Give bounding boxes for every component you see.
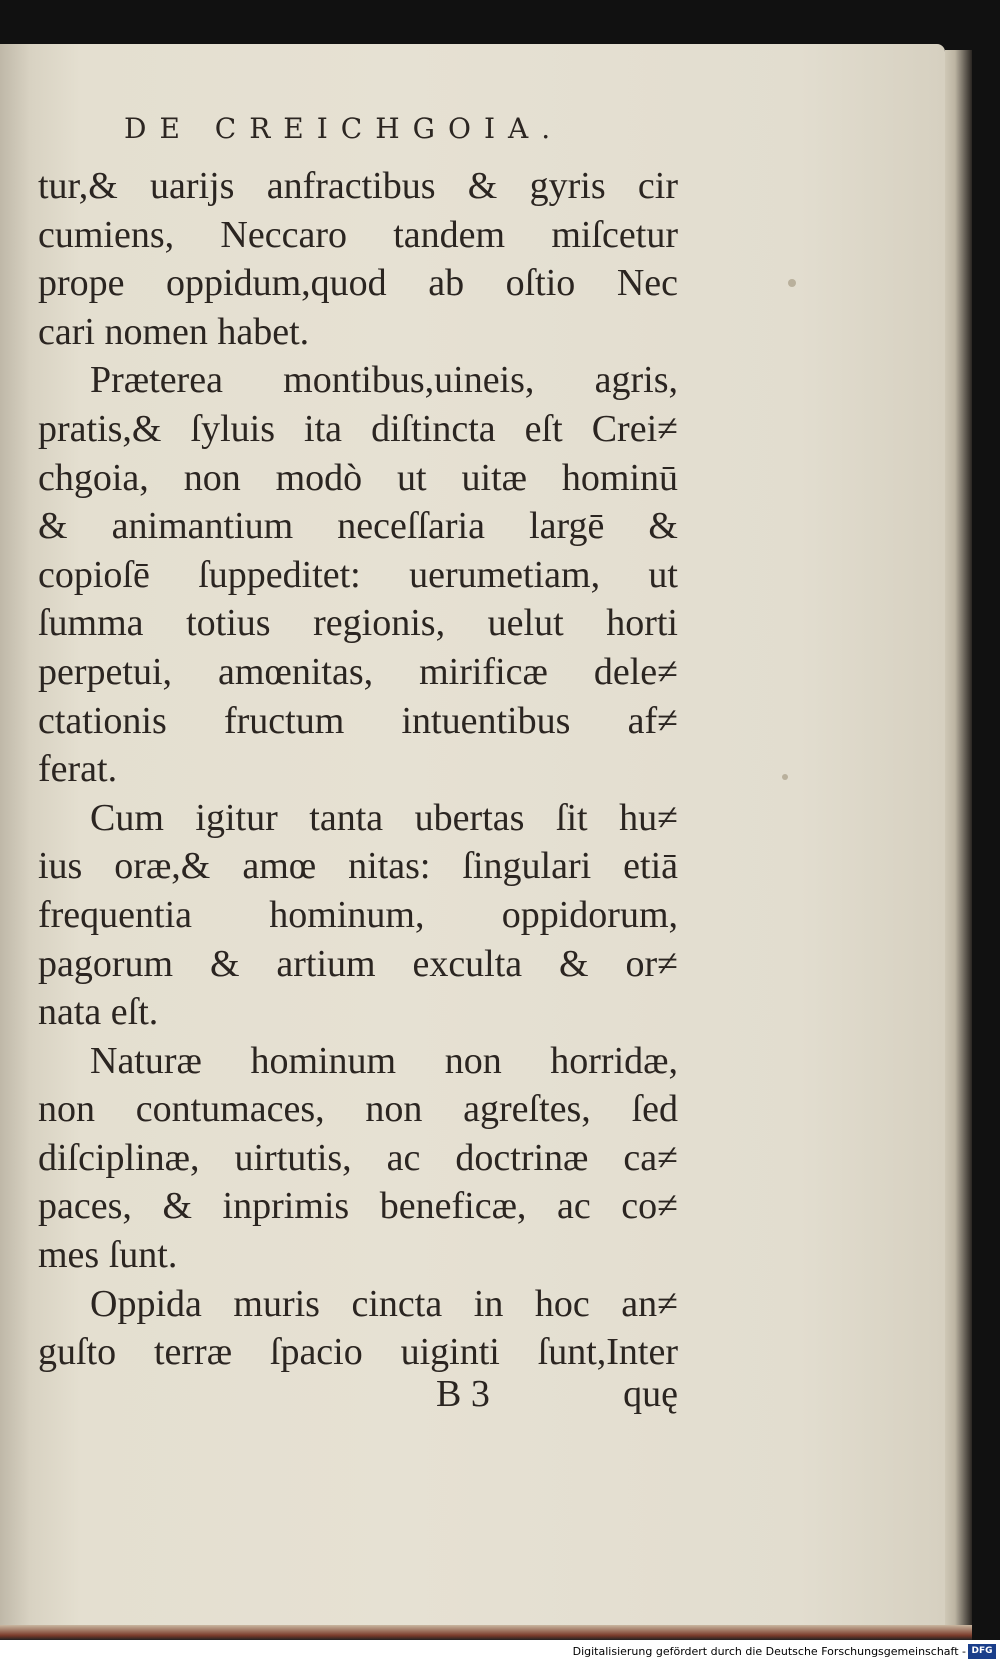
text-line: paces, & inprimis beneficæ, ac co≠ — [38, 1185, 678, 1228]
text-line: perpetui, amœnitas, mirificæ dele≠ — [38, 650, 678, 693]
text-line: ſumma totius regionis, uelut horti — [38, 602, 678, 645]
text-line: diſciplinæ, uirtutis, ac doctrinæ ca≠ — [38, 1136, 678, 1179]
text-line: ctationis fructum intuentibus af≠ — [38, 699, 678, 742]
text-line: pratis,& ſyluis ita diſtincta eſt Crei≠ — [38, 407, 678, 450]
text-line: Præterea montibus,uineis, agris, — [90, 359, 678, 402]
text-line: chgoia, non modò ut uitæ hominū — [38, 456, 678, 499]
text-line: cumiens, Neccaro tandem miſcetur — [38, 213, 678, 256]
text-line: prope oppidum,quod ab oſtio Nec — [38, 262, 678, 305]
body-text — [38, 162, 678, 1377]
text-line: pagorum & artium exculta & or≠ — [38, 942, 678, 985]
page-bottom-edge — [0, 1625, 972, 1640]
text-line: Oppida muris cincta in hoc an≠ — [90, 1282, 678, 1325]
text-line: Cum igitur tanta ubertas ſit hu≠ — [90, 796, 678, 839]
signature-mark: B 3 — [436, 1373, 490, 1415]
digitization-footer — [0, 1640, 1000, 1665]
text-line: frequentia hominum, oppidorum, — [38, 893, 678, 936]
text-line: cari nomen habet. — [38, 310, 310, 353]
catchword: quę — [623, 1373, 678, 1415]
text-line: guſto terræ ſpacio uiginti ſunt,Inter — [38, 1331, 678, 1374]
running-head: DE CREICHGOIA. — [124, 112, 564, 145]
paper-stain — [782, 774, 788, 780]
text-line: & animantium neceſſaria largē & — [38, 505, 678, 548]
paper-stain — [788, 279, 796, 287]
text-line: mes ſunt. — [38, 1234, 178, 1277]
text-line: copioſē ſuppeditet: uerumetiam, ut — [38, 553, 678, 596]
text-line: nata eſt. — [38, 991, 159, 1034]
page-footer-marks — [38, 1372, 678, 1422]
text-line: ferat. — [38, 748, 118, 791]
text-line: Naturæ hominum non horridæ, — [90, 1039, 678, 1082]
page-edge — [945, 50, 972, 1640]
text-line: tur,& uarijs anfractibus & gyris cir — [38, 165, 678, 207]
text-line: ius oræ,& amœ nitas: ſingulari etiā — [38, 845, 678, 888]
text-line: non contumaces, non agreſtes, ſed — [38, 1088, 678, 1131]
dfg-logo: DFG — [968, 1644, 996, 1659]
footer-credit: Digitalisierung gefördert durch die Deutsche Forschungsgemeinschaft - — [572, 1645, 966, 1658]
